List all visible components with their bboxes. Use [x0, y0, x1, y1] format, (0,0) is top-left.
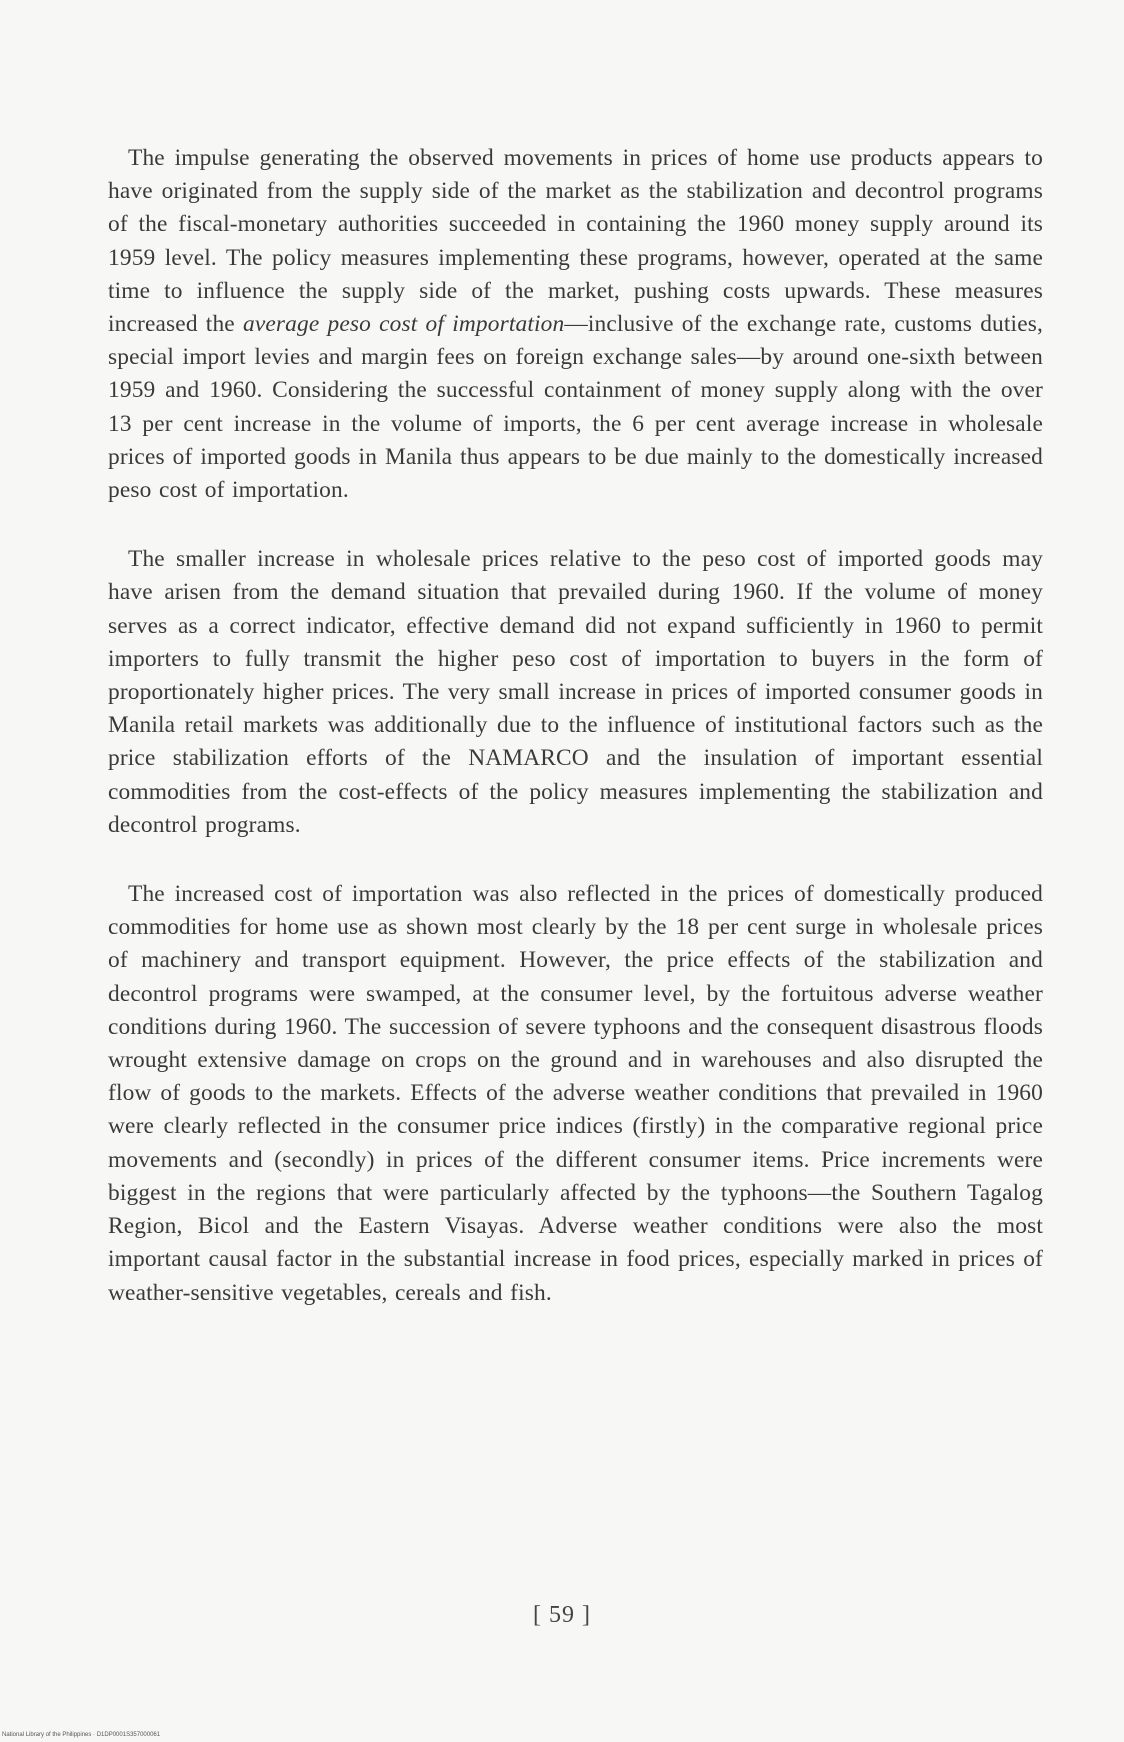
body-text	[108, 142, 1043, 1346]
paragraph-1	[108, 142, 1043, 507]
paragraph-1-text-end: —inclusive of the exchange rate, customs duties, special import levies and margin fees on foreign exchange sales—by around one-sixth between 1959 and 1960. Considering the successful containment of money supply along with the over 13 per cent increase in the volume of imports, the 6 per cent average increase in wholesale prices of imported goods in Manila thus appears to be due mainly to the domestically increased peso cost of importation.	[108, 311, 1043, 504]
scan-credit-footer: National Library of the Philippines · D1DP0001S357000061	[2, 1732, 161, 1738]
page-number: [ 59 ]	[533, 1602, 591, 1628]
paragraph-3: The increased cost of importation was also reflected in the prices of domestically produced commodities for home use as shown most clearly by the 18 per cent surge in wholesale prices of machinery and transport equipment. However, the price effects of the stabilization and decontrol programs were swamped, at the consumer level, by the fortuitous adverse weather conditions during 1960. The succession of severe typhoons and the consequent disastrous floods wrought extensive damage on crops on the ground and in warehouses and also disrupted the flow of goods to the markets. Effects of the adverse weather conditions that prevailed in 1960 were clearly reflected in the consumer price indices (firstly) in the comparative regional price movements and (secondly) in prices of the different consumer items. Price increments were biggest in the regions that were particularly affected by the typhoons—the Southern Tagalog Region, Bicol and the Eastern Visayas. Adverse weather conditions were also the most important causal factor in the substantial increase in food prices, especially marked in prices of weather-sensitive vegetables, cereals and fish.	[108, 881, 1043, 1306]
paragraph-1-emphasis: average peso cost of importation	[242, 311, 565, 338]
paragraph-2: The smaller increase in wholesale prices relative to the peso cost of imported goods may have arisen from the demand situation that prevailed during 1960. If the volume of money serves as a correct indicator, effective demand did not expand sufficiently in 1960 to permit importers to fully transmit the higher peso cost of importation to buyers in the form of proportionately higher prices. The very small increase in prices of imported consumer goods in Manila retail markets was additionally due to the influence of institutional factors such as the price stabilization efforts of the NAMARCO and the insulation of important essential commodities from the cost-effects of the policy measures implementing the stabilization and decontrol programs.	[108, 546, 1043, 838]
paragraph-1-text-start: The impulse generating the observed movements in prices of home use products appears to have originated from the supply side of the market as the stabilization and decontrol programs of the fiscal-monetary authorities succeeded in containing the 1960 money supply around its 1959 level. The policy measures implementing these programs, however, operated at the same time to influence the supply side of the market, pushing costs upwards. These measures increased the	[108, 145, 1043, 338]
